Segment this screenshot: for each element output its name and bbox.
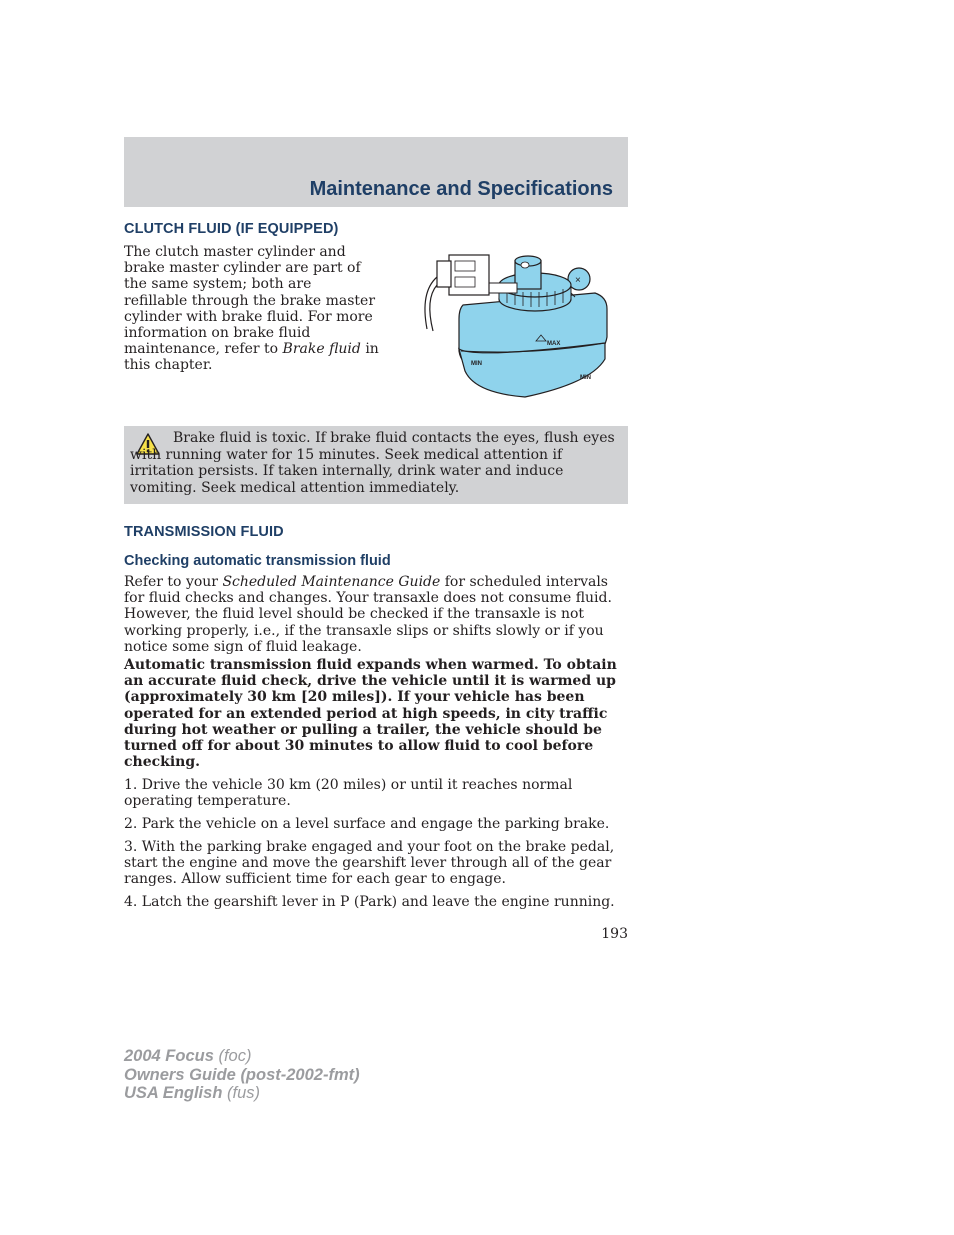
min-label-left: MIN [471,361,482,367]
clutch-fluid-text: The clutch master cylinder and brake master cylinder are part of the same system; both are refillable through the brake master cylinder with brake fluid. For more information on brake fluid maintenance, refer to Brake fluid in this chapter. [124,244,379,374]
svg-text:×: × [575,275,581,286]
max-label: MAX [547,341,561,347]
section-header-band [124,137,628,207]
warning-text: Brake fluid is toxic. If brake fluid contacts the eyes, flush eyes with running water for 15 minutes. Seek medical attention if irritation persists. If taken internally, drink water and induce vomiting. Seek medical attention immediately. [130,430,615,496]
checking-atf-subheading: Checking automatic transmission fluid [124,553,391,569]
warning-box [124,426,628,504]
transmission-fluid-heading: TRANSMISSION FLUID [124,524,284,540]
transmission-intro: Refer to your Scheduled Maintenance Guide for scheduled intervals for fluid checks and changes. Your transaxle does not consume fluid. However, the fluid level should be checked if the transaxle is not working properly, i.e., if the transaxle slips or shifts slowly or if you notice some sign of fluid leakage. [124,574,612,655]
section-title: Maintenance and Specifications [309,178,613,200]
brake-fluid-reference: Brake fluid [282,341,361,358]
step-3: 3. With the parking brake engaged and your foot on the brake pedal, start the engine and move the gearshift lever through all of the gear ranges. Allow sufficient time for each gear to engage. [124,839,615,888]
min-label-right: MIN [580,375,591,381]
fluid-expansion-note: Automatic transmission fluid expands when warmed. To obtain an accurate fluid check, drive the vehicle until it is warmed up (approximately 30 km [20 miles]). If your vehicle has been operated for an extended period at high speeds, in city traffic during hot weather or pulling a trailer, the vehicle should be turned off for about 30 minutes to allow fluid to cool before checking. [124,657,617,771]
clutch-fluid-heading: CLUTCH FLUID (IF EQUIPPED) [124,221,339,237]
step-4: 4. Latch the gearshift lever in P (Park) and leave the engine running. [124,894,615,910]
document-footer: 2004 Focus (foc) Owners Guide (post-2002-fmt) USA English (fus) [124,1047,360,1103]
page-number: 193 [601,926,628,942]
brake-reservoir-figure [415,247,615,402]
step-1: 1. Drive the vehicle 30 km (20 miles) or until it reaches normal operating temperature. [124,777,573,810]
step-2: 2. Park the vehicle on a level surface and engage the parking brake. [124,816,610,832]
scheduled-maintenance-guide-reference: Scheduled Maintenance Guide [222,574,441,590]
